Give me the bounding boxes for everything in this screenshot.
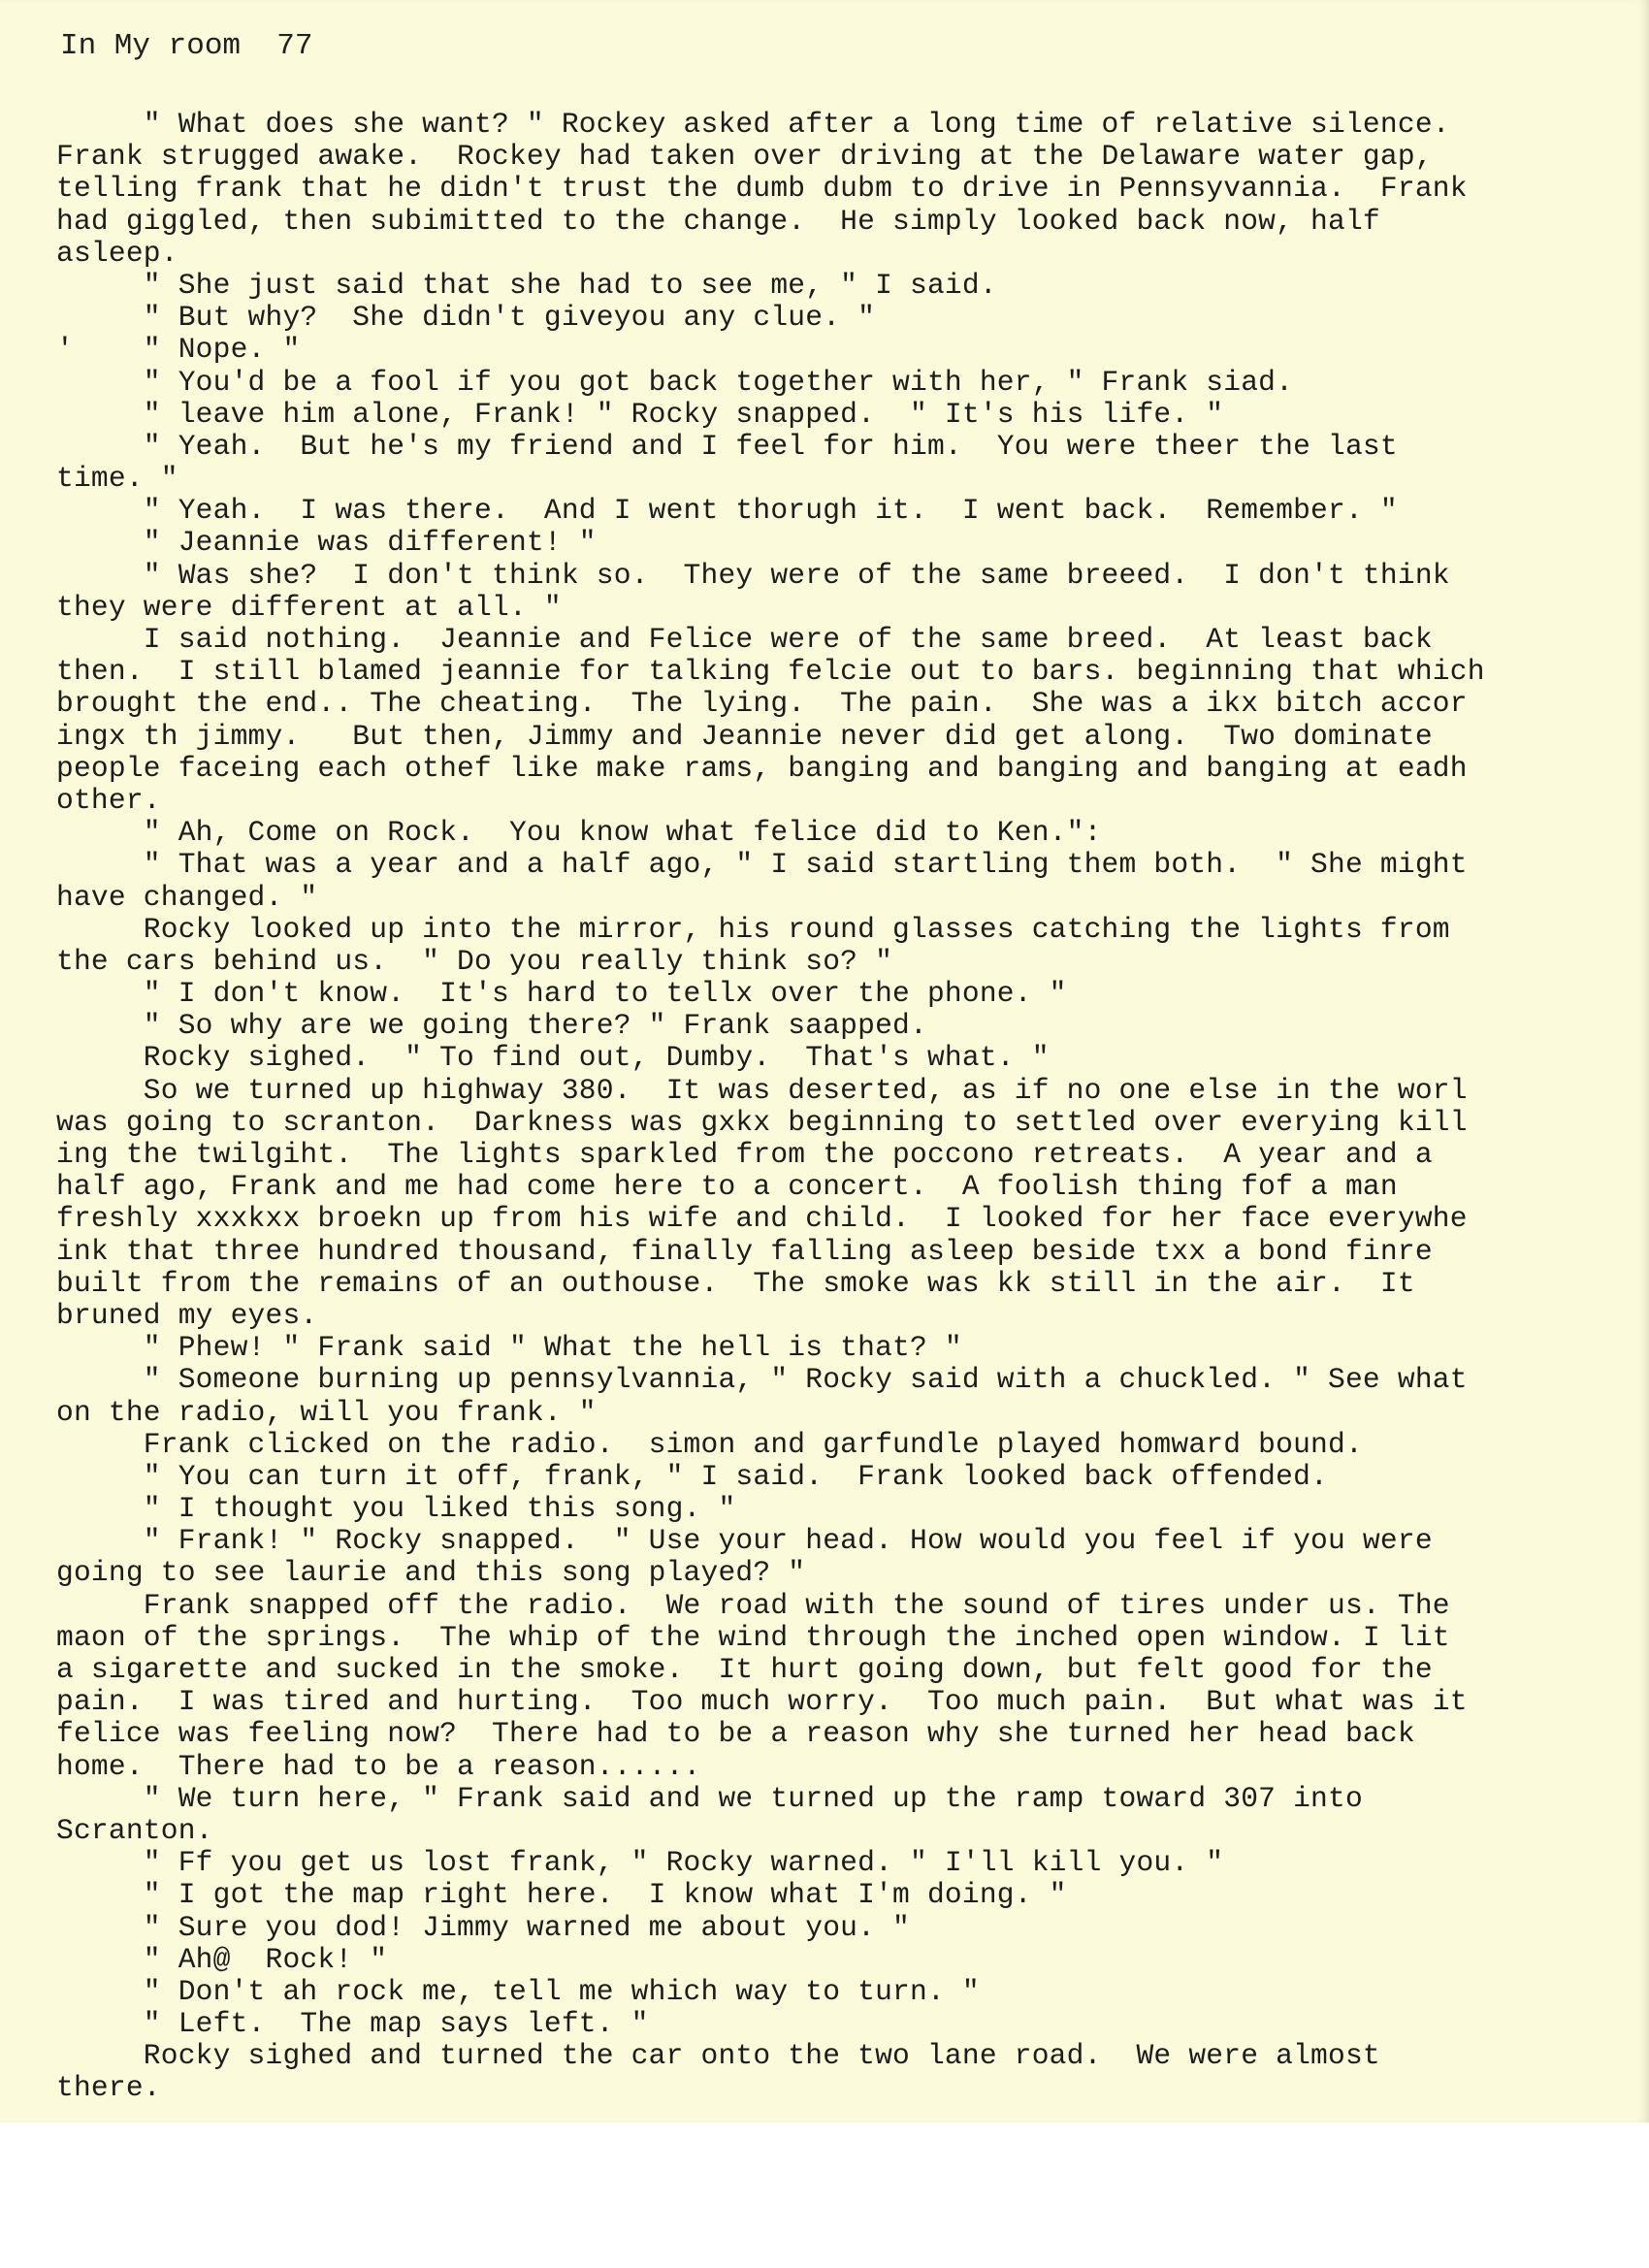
text-line: brought the end.. The cheating. The lying. The pain. She was a ikx bitch accor bbox=[56, 687, 1468, 721]
text-line: I said nothing. Jeannie and Felice were of the same breed. At least back bbox=[56, 623, 1433, 656]
text-line: " Yeah. But he's my friend and I feel for him. You were theer the last bbox=[56, 429, 1398, 463]
text-line: home. There had to be a reason...... bbox=[56, 1749, 701, 1783]
header-title: In My room bbox=[60, 29, 242, 63]
text-line: Frank clicked on the radio. simon and garfundle played homward bound. bbox=[56, 1427, 1363, 1461]
bottom-margin bbox=[0, 2122, 1649, 2268]
text-line: then. I still blamed jeannie for talking felcie out to bars. beginning that which bbox=[56, 655, 1485, 689]
text-line: " She just said that she had to see me, " I said. bbox=[56, 268, 997, 302]
text-line: " I don't know. It's hard to tellx over the phone. " bbox=[56, 977, 1067, 1011]
text-line: " Frank! " Rocky snapped. " Use your head. How would you feel if you were bbox=[56, 1524, 1433, 1558]
text-line: a sigarette and sucked in the smoke. It hurt going down, but felt good for the bbox=[56, 1653, 1433, 1686]
text-line: other. bbox=[56, 783, 161, 817]
text-line: maon of the springs. The whip of the wind through the inched open window. I lit bbox=[56, 1620, 1450, 1654]
text-line: half ago, Frank and me had come here to a concert. A foolish thing fof a man bbox=[56, 1170, 1398, 1204]
text-line: they were different at all. " bbox=[56, 590, 562, 624]
text-line: ing the twilgiht. The lights sparkled from the poccono retreats. A year and a bbox=[56, 1138, 1433, 1171]
text-line: Rocky sighed and turned the car onto the two lane road. We were almost bbox=[56, 2039, 1380, 2073]
text-line: felice was feeling now? There had to be a reason why she turned her head back bbox=[56, 1717, 1415, 1751]
text-line: " So why are we going there? " Frank saapped. bbox=[56, 1009, 927, 1043]
page-header bbox=[60, 29, 312, 63]
text-line: on the radio, will you frank. " bbox=[56, 1395, 597, 1429]
text-line: " Ah, Come on Rock. You know what felice did to Ken.": bbox=[56, 816, 1102, 850]
text-line: " Yeah. I was there. And I went thorugh it. I went back. Remember. " bbox=[56, 494, 1398, 528]
text-line: had giggled, then subimitted to the change. He simply looked back now, half bbox=[56, 204, 1380, 238]
text-line: bruned my eyes. bbox=[56, 1298, 318, 1332]
text-line: " But why? She didn't giveyou any clue. " bbox=[56, 301, 876, 335]
text-line: " Don't ah rock me, tell me which way to turn. " bbox=[56, 1974, 980, 2008]
text-line: " Someone burning up pennsylvannia, " Rocky said with a chuckled. " See what bbox=[56, 1363, 1468, 1397]
text-line: " What does she want? " Rockey asked after a long time of relative silence. bbox=[56, 108, 1450, 141]
text-line: " You'd be a fool if you got back together with her, " Frank siad. bbox=[56, 365, 1294, 399]
text-line: Scranton. bbox=[56, 1813, 213, 1847]
text-line: " We turn here, " Frank said and we turned up the ramp toward 307 into bbox=[56, 1781, 1363, 1815]
text-line: people faceing each othef like make rams, banging and banging and banging at eadh bbox=[56, 751, 1468, 785]
text-line: " Phew! " Frank said " What the hell is that? " bbox=[56, 1331, 962, 1365]
text-line: was going to scranton. Darkness was gxkx beginning to settled over everying kill bbox=[56, 1105, 1468, 1139]
text-line: ' " Nope. " bbox=[56, 333, 301, 367]
text-line: " Ah@ Rock! " bbox=[56, 1942, 388, 1976]
text-line: Rocky looked up into the mirror, his round glasses catching the lights from bbox=[56, 912, 1450, 946]
text-line: built from the remains of an outhouse. The smoke was kk still in the air. It bbox=[56, 1266, 1415, 1300]
text-line: there. bbox=[56, 2071, 161, 2105]
text-line: " I thought you liked this song. " bbox=[56, 1492, 736, 1526]
text-line: the cars behind us. " Do you really think so? " bbox=[56, 944, 893, 978]
text-line: asleep. bbox=[56, 236, 178, 270]
text-line: So we turned up highway 380. It was deserted, as if no one else in the worl bbox=[56, 1073, 1468, 1107]
text-line: " That was a year and a half ago, " I said startling them both. " She might bbox=[56, 848, 1468, 882]
text-line: telling frank that he didn't trust the dumb dubm to drive in Pennsyvannia. Frank bbox=[56, 172, 1468, 206]
text-line: Rocky sighed. " To find out, Dumby. That's what. " bbox=[56, 1041, 1050, 1075]
text-line: have changed. " bbox=[56, 880, 318, 914]
text-line: " Sure you dod! Jimmy warned me about you. " bbox=[56, 1910, 910, 1944]
text-line: " leave him alone, Frank! " Rocky snapped. " It's his life. " bbox=[56, 397, 1224, 431]
manuscript-body bbox=[56, 109, 1647, 2105]
text-line: " You can turn it off, frank, " I said. Frank looked back offended. bbox=[56, 1459, 1329, 1493]
text-line: Frank snapped off the radio. We road with the sound of tires under us. The bbox=[56, 1588, 1450, 1622]
text-line: " Left. The map says left. " bbox=[56, 2007, 649, 2041]
text-line: freshly xxxkxx broekn up from his wife and child. I looked for her face everywhe bbox=[56, 1202, 1468, 1236]
text-line: Frank strugged awake. Rockey had taken over driving at the Delaware water gap, bbox=[56, 140, 1433, 174]
text-line: ink that three hundred thousand, finally falling asleep beside txx a bond finre bbox=[56, 1234, 1433, 1268]
text-line: pain. I was tired and hurting. Too much worry. Too much pain. But what was it bbox=[56, 1685, 1468, 1719]
text-line: " I got the map right here. I know what I'm doing. " bbox=[56, 1878, 1067, 1912]
page-number: 77 bbox=[276, 29, 313, 63]
text-line: time. " bbox=[56, 462, 178, 496]
text-line: " Jeannie was different! " bbox=[56, 526, 597, 560]
text-line: " Was she? I don't think so. They were of the same breeed. I don't think bbox=[56, 558, 1450, 592]
text-line: " Ff you get us lost frank, " Rocky warned. " I'll kill you. " bbox=[56, 1846, 1224, 1880]
text-line: ingx th jimmy. But then, Jimmy and Jeannie never did get along. Two dominate bbox=[56, 719, 1433, 753]
text-line: going to see laurie and this song played? " bbox=[56, 1556, 806, 1590]
